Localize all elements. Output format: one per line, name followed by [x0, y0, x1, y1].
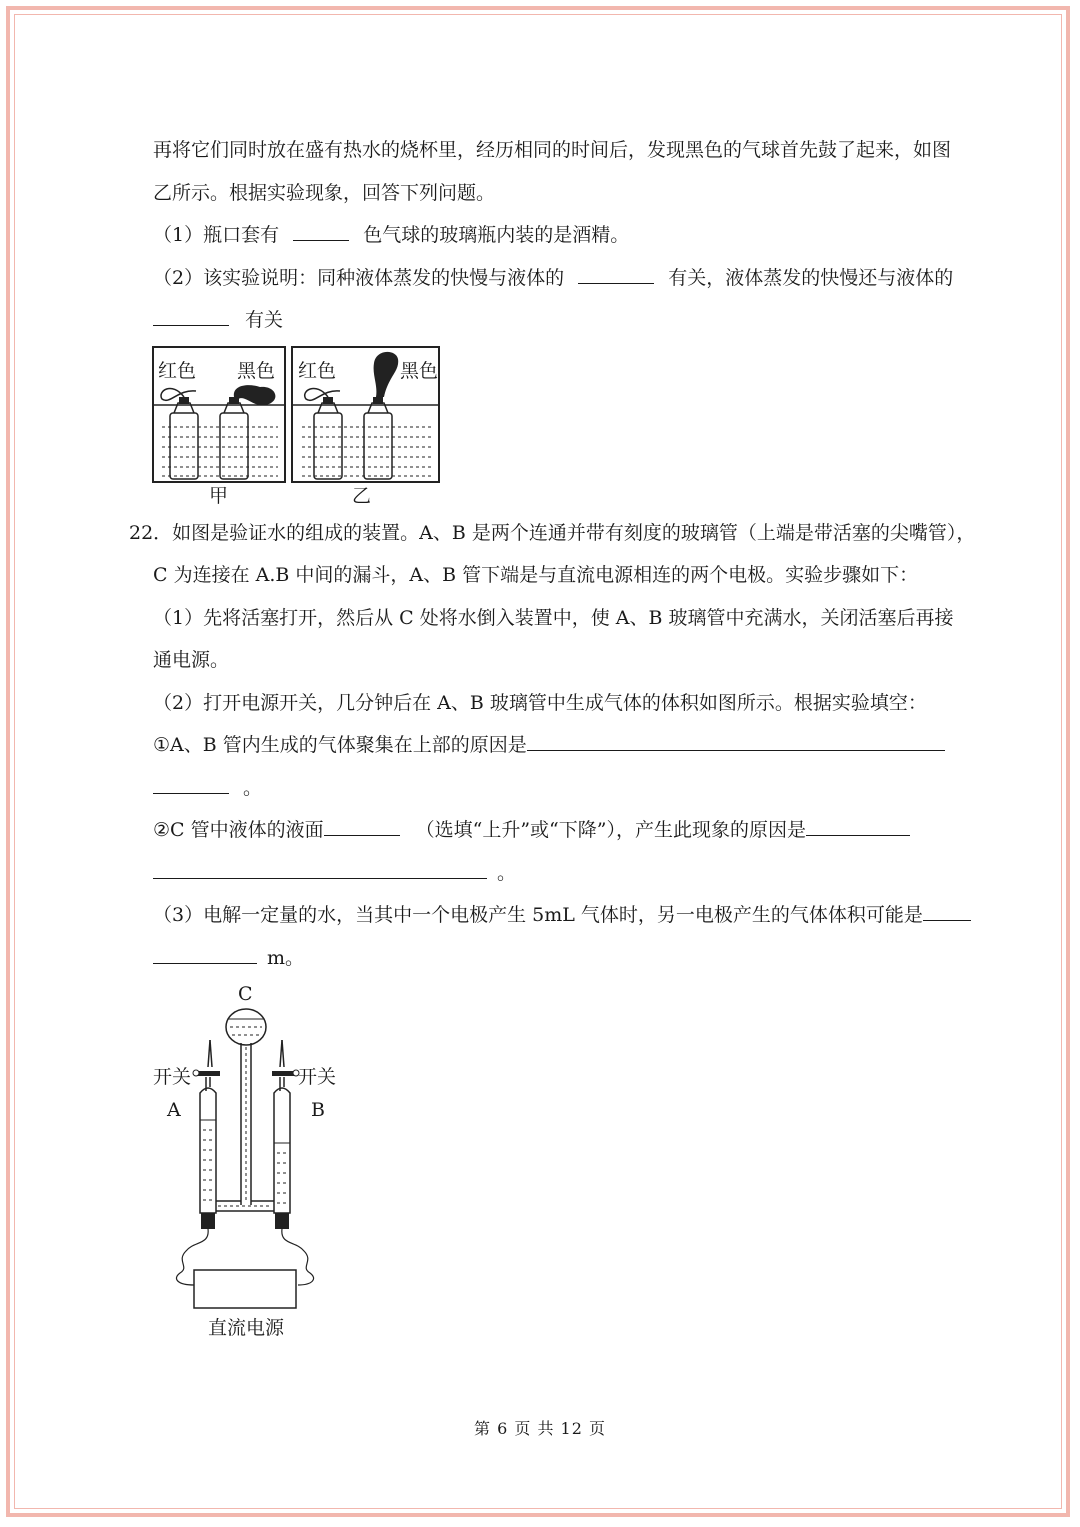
q22-c2-end: 。 [497, 862, 517, 884]
label-funnel-c: C [238, 983, 253, 1005]
q21-sub1-suffix: 色气球的玻璃瓶内装的是酒精。 [363, 224, 630, 246]
q21-line1: 再将它们同时放在盛有热水的烧杯里，经历相同的时间后，发现黑色的气球首先鼓了起来，如图 [153, 139, 952, 161]
q22-answer-blank-3[interactable] [806, 817, 910, 836]
q21-sub1 [153, 222, 629, 248]
q21-line2: 乙所示。根据实验现象，回答下列问题。 [153, 182, 496, 204]
q22-answer-blank-1[interactable] [527, 732, 945, 751]
q22-step1-cont: 通电源。 [153, 649, 230, 671]
yi-caption: 乙 [352, 485, 372, 507]
q22-answer-blank-3b[interactable] [153, 860, 487, 879]
q21-answer-blank-2[interactable] [578, 265, 654, 284]
tube-a [193, 1040, 220, 1229]
q22-step3-end: m。 [267, 947, 305, 969]
q22-step1: （1）先将活塞打开，然后从 C 处将水倒入装置中，使 A、B 玻璃管中充满水，关闭活塞后再接 [153, 607, 954, 629]
q22-step3-prefix: （3）电解一定量的水，当其中一个电极产生 5mL 气体时，另一电极产生的气体体积可能是 [153, 904, 923, 926]
q22-line2: C 为连接在 A.B 中间的漏斗，A、B 管下端是与直流电源相连的两个电极。实验步骤如下： [153, 564, 919, 586]
tube-b [272, 1040, 299, 1229]
q22-c1-prefix: ①A、B 管内生成的气体聚集在上部的原因是 [153, 734, 527, 756]
q21-sub1-prefix: （1）瓶口套有 [153, 224, 280, 246]
q21-answer-blank-3[interactable] [153, 307, 229, 326]
q22-c1 [153, 732, 945, 758]
q21-sub2 [153, 265, 953, 291]
q22-c1-end: 。 [243, 777, 263, 799]
jia-caption: 甲 [209, 485, 229, 507]
q21-sub2-prefix: （2）该实验说明：同种液体蒸发的快慢与液体的 [153, 267, 565, 289]
q22-c2-prefix: ②C 管中液体的液面 [153, 819, 324, 841]
q21-sub2-suffix: 有关 [245, 309, 284, 331]
q22-step3-cont [153, 945, 304, 971]
q22-answer-blank-1b[interactable] [153, 775, 229, 794]
q22-step2: （2）打开电源开关，几分钟后在 A、B 玻璃管中生成气体的体积如图所示。根据实验填空： [153, 692, 927, 714]
q22-c2-middle: （选填“上升”或“下降”），产生此现象的原因是 [415, 819, 806, 841]
q22-c2 [153, 817, 910, 843]
q22-step3 [153, 902, 971, 928]
q22-answer-blank-4b[interactable] [153, 945, 257, 964]
q22-line1: 22．如图是验证水的组成的装置。A、B 是两个连通并带有刻度的玻璃管（上端是带活塞的尖嘴管）， [129, 522, 976, 544]
label-tube-b: B [311, 1099, 325, 1121]
jia-black-label: 黑色 [237, 360, 276, 382]
funnel-c [226, 1009, 266, 1205]
jia-red-label: 红色 [158, 360, 197, 382]
q22-answer-blank-4[interactable] [923, 902, 971, 921]
power-supply-box [194, 1270, 296, 1308]
q21-sub2-middle: 有关，液体蒸发的快慢还与液体的 [668, 267, 954, 289]
q21-sub2-cont [153, 307, 283, 333]
q22-c2-cont [153, 860, 516, 886]
page-number-footer: 第 6 页 共 12 页 [474, 1419, 606, 1438]
q22-c1-cont [153, 775, 262, 801]
label-switch-right: 开关 [298, 1066, 337, 1088]
yi-black-label: 黑色 [400, 360, 439, 382]
label-switch-left: 开关 [153, 1066, 192, 1088]
label-tube-a: A [167, 1099, 181, 1121]
label-power-supply: 直流电源 [208, 1317, 285, 1339]
yi-red-label: 红色 [298, 360, 337, 382]
q22-answer-blank-2[interactable] [324, 817, 400, 836]
q21-answer-blank-1[interactable] [293, 222, 349, 241]
electrolysis-apparatus [150, 985, 350, 1315]
